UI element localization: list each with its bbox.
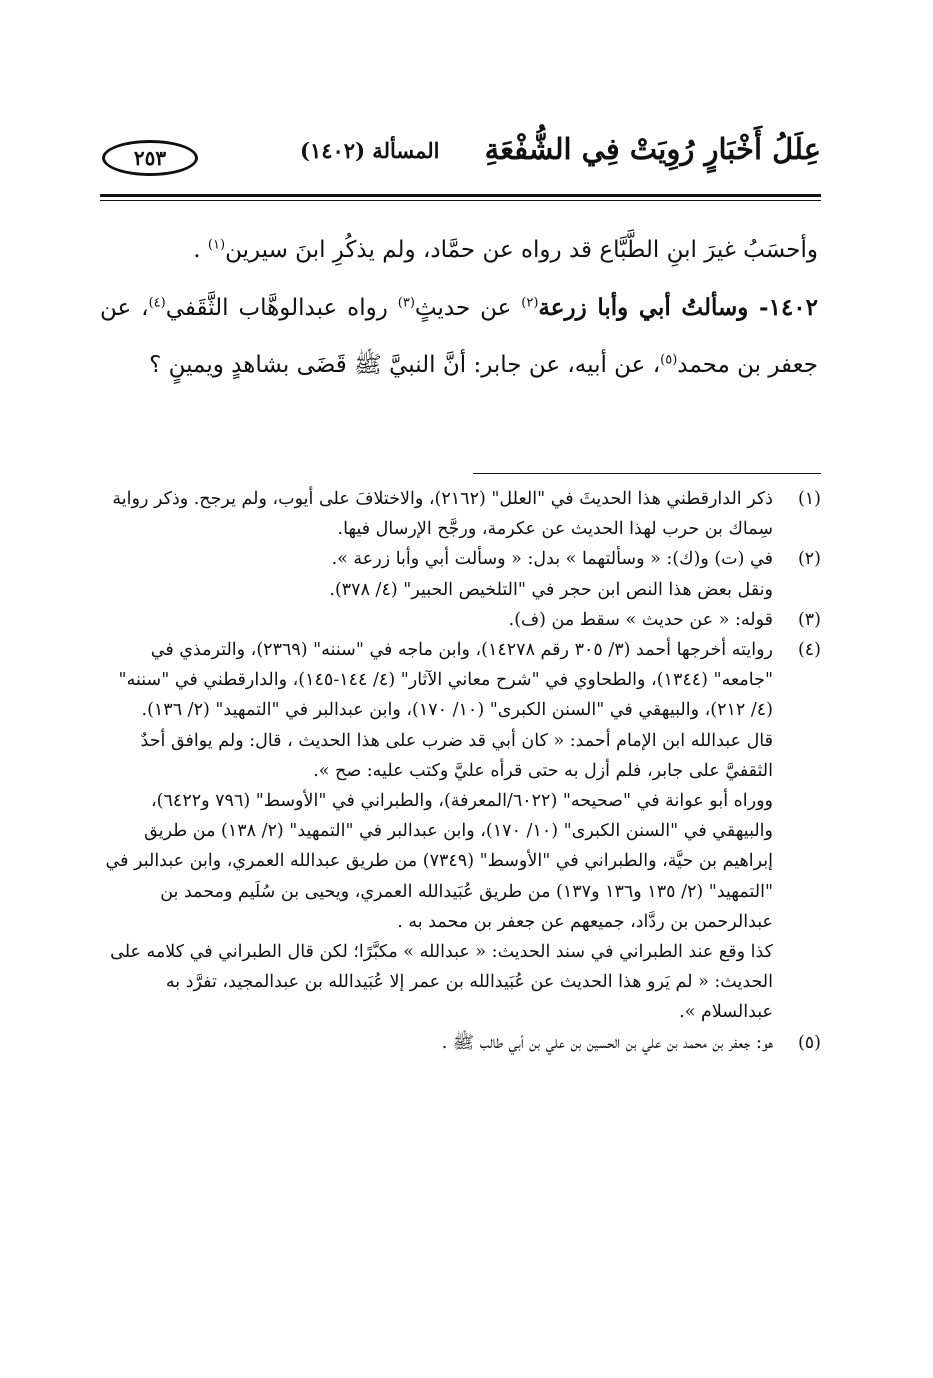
footnote-text: ووراه أبو عوانة في "صحيحه" (٦٠٢٢/المعرفة)، والطبراني في "الأوسط" (٧٩٦ و٦٤٢٢)، والبيهقي في "السنن الكبرى" (١٠/ ١٧٠)، وابن عبدالبر في "التمهيد" (٢/ ١٣٨) من طريق إبراهيم بن حيَّة، والطبراني في "الأوسط" (٧٣٤٩) من طريق عبدالله العمري، وابن عبدالبر في "التمهيد" (٢/ ١٣٥ و١٣٦ و١٣٧) من طريق عُبَيدالله العمري، ويحيى بن سُلَيم ومحمد بن عبدالرحمن بن ردَّاد، جميعهم عن جعفر بن محمد به .: [105, 791, 773, 932]
footnote-number: (٥): [797, 1032, 821, 1053]
footnotes: [100, 484, 821, 1058]
footnote-text: قوله: « عن حديث » سقط من (ف).: [508, 609, 773, 630]
issue-number: ١٤٠٢-: [748, 294, 819, 321]
issue-question: وسألتُ أبي وأبا زرعة: [538, 294, 749, 321]
footnote-4: [100, 635, 821, 1028]
header-rule-thin: [100, 200, 821, 201]
footnote-separator: [473, 473, 821, 474]
main-seg-a: عن حديثٍ: [414, 295, 522, 321]
main-line-1-end: .: [193, 237, 208, 263]
footnote-text: ذكر الدارقطني هذا الحديثَ في "العلل" (٢١٦٢)، والاختلافَ على أيوب، ولم يرجح. وذكر رواية سِماك بن حرب لهذا الحديث عن عكرمة، ورجَّح الإرسال فيها.: [112, 489, 773, 540]
main-paragraph-2: [100, 279, 818, 394]
footnote-text: ونقل بعض هذا النص ابن حجر في "التلخيص الحبير" (٤/ ٣٧٨).: [329, 579, 773, 600]
footnote-1: [100, 484, 821, 544]
footnote-text: هو: جعفر بن محمد بن علي بن الحسين بن علي بن أبي طالب ﷺ .: [441, 1032, 773, 1053]
main-line-1: وأحسَبُ غيرَ ابنِ الطَّبَّاع قد رواه عن حمَّاد، ولم يذكُرِ ابنَ سيرين: [225, 237, 818, 263]
footnote-ref-4: (٤): [148, 295, 166, 311]
footnote-text: روايته أخرجها أحمد (٣/ ٣٠٥ رقم ١٤٢٧٨)، وابن ماجه في "سننه" (٢٣٦٩)، والترمذي في "جامعه" (١٣٤٤)، والطحاوي في "شرح معاني الآثار" (٤/ ١٤٤-١٤٥)، والدارقطني في "سننه" (٤/ ٢١٢)، والبيهقي في "السنن الكبرى" (١٠/ ١٧٠)، وابن عبدالبر في "التمهيد" (٢/ ١٣٦).: [118, 640, 773, 721]
footnote-number: (١): [797, 489, 821, 509]
footnote-number: (٣): [797, 609, 821, 630]
footnote-ref-1: (١): [207, 237, 226, 253]
footnote-ref-3: (٣): [397, 295, 415, 311]
footnote-number: (٤): [797, 640, 821, 661]
main-text: [100, 222, 818, 394]
main-seg-c: ، عن جعفر بن محمد: [100, 295, 818, 378]
footnote-number: (٢): [797, 549, 821, 570]
page-number: ٢٥٣: [102, 140, 198, 176]
footnote-text: قال عبدالله ابن الإمام أحمد: « كان أبي قد ضرب على هذا الحديث ، قال: ولم يوافق أحدٌ الثقفيَّ على جابر، فلم أزل به حتى قرأه عليَّ وكتب عليه: صح ».: [140, 730, 773, 781]
running-title: عِلَلُ أَخْبَارٍ رُوِيَتْ فِي الشُّفْعَةِ: [484, 132, 821, 166]
footnote-5: [100, 1028, 821, 1058]
header-rule-thick: [100, 194, 821, 197]
footnote-3: [100, 605, 821, 635]
footnote-text: كذا وقع عند الطبراني في سند الحديث: « عبدالله » مكبَّرًا؛ لكن قال الطبراني في كلامه على الحديث: « لم يَرو هذا الحديث عن عُبَيدالله بن عمر إلا عُبَيدالله بن عبدالمجيد، تفرَّد به عبدالسلام ».: [110, 942, 773, 1023]
footnote-text: في (ت) و(ك): « وسألتهما » بدل: « وسألت أبي وأبا زرعة ».: [331, 549, 773, 570]
main-paragraph-1: [100, 222, 818, 279]
running-header: [100, 118, 821, 186]
footnote-ref-5: (٥): [660, 352, 678, 368]
footnote-ref-2: (٢): [521, 295, 539, 311]
main-seg-b: رواه عبدالوهَّاب الثَّقَفي: [165, 295, 398, 321]
issue-label: المسألة (١٤٠٢): [300, 138, 440, 163]
main-seg-d: ، عن أبيه، عن جابر: أنَّ النبيَّ ﷺ قَضَى بشاهدٍ ويمينٍ ؟: [149, 352, 661, 378]
footnote-2: [100, 544, 821, 604]
